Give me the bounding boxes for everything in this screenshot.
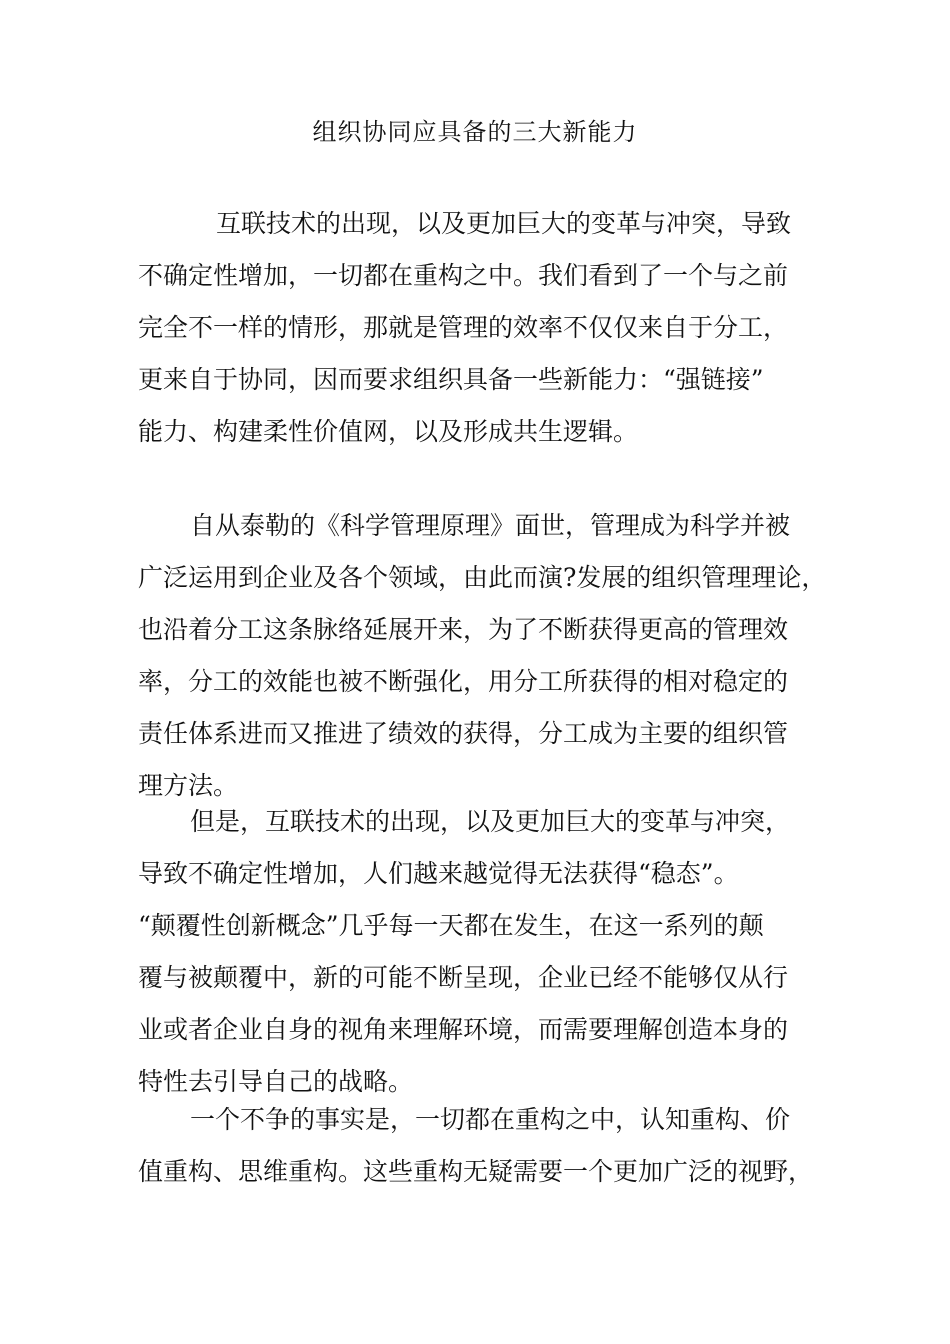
paragraph-4 (138, 1094, 818, 1198)
paragraph-2 (138, 500, 827, 812)
paragraph-line: 责任体系进而又推进了绩效的获得，分工成为主要的组织管 (138, 719, 789, 748)
paragraph-line: 理方法。 (138, 771, 239, 800)
paragraph-line: 但是，互联技术的出现，以及更加巨大的变革与冲突， (190, 807, 791, 836)
paragraph-line: 导致不确定性增加，人们越来越觉得无法获得“稳态”。 (138, 859, 739, 888)
paragraph-line: 也沿着分工这条脉络延展开来，为了不断获得更高的管理效 (138, 615, 789, 644)
paragraph-line: 不确定性增加，一切都在重构之中。我们看到了一个与之前 (138, 261, 789, 290)
paragraph-line: 一个不争的事实是，一切都在重构之中，认知重构、价 (190, 1105, 791, 1134)
paragraph-line: 特性去引导自己的战略。 (138, 1067, 414, 1096)
paragraph-line: 能力、构建柔性价值网，以及形成共生逻辑。 (138, 417, 639, 446)
paragraph-line: 值重构、思维重构。这些重构无疑需要一个更加广泛的视野， (138, 1157, 814, 1186)
paragraph-line: 互联技术的出现，以及更加巨大的变革与冲突，导致 (216, 209, 792, 238)
paragraph-line: 业或者企业自身的视角来理解环境，而需要理解创造本身的 (138, 1015, 789, 1044)
paragraph-line: 自从泰勒的《科学管理原理》面世，管理成为科学并被 (190, 511, 791, 540)
paragraph-line: 更来自于协同，因而要求组织具备一些新能力：“强链接” (138, 365, 764, 394)
paragraph-3 (138, 796, 818, 1108)
paragraph-line: 广泛运用到企业及各个领域，由此而演?发展的组织管理理论， (138, 563, 827, 592)
document-title: 组织协同应具备的三大新能力 (312, 118, 638, 146)
paragraph-line: “颠覆性创新概念”几乎每一天都在发生，在这一系列的颠 (138, 911, 764, 940)
paragraph-line: 率，分工的效能也被不断强化，用分工所获得的相对稳定的 (138, 667, 789, 696)
paragraph-1 (138, 198, 818, 458)
paragraph-line: 覆与被颠覆中，新的可能不断呈现，企业已经不能够仅从行 (138, 963, 789, 992)
paragraph-line: 完全不一样的情形，那就是管理的效率不仅仅来自于分工， (138, 313, 789, 342)
